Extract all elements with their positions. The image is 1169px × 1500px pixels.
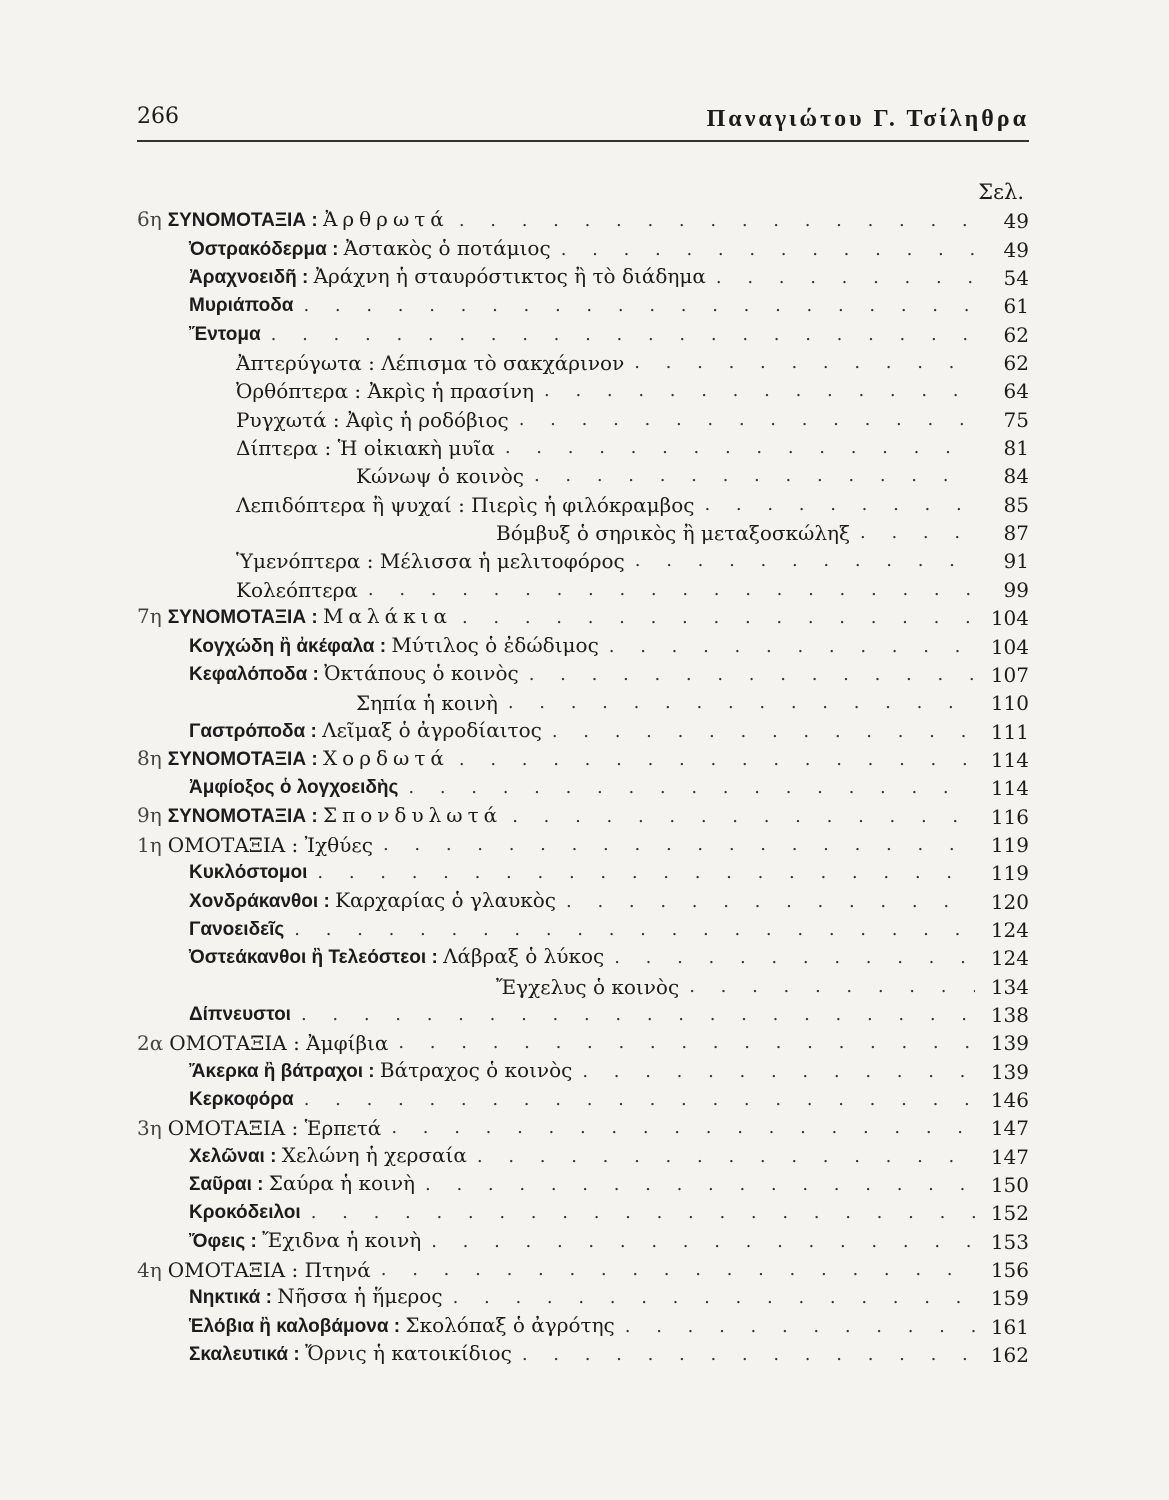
toc-entry xyxy=(137,999,1029,1027)
toc-entry xyxy=(137,772,1029,800)
toc-entry xyxy=(137,1169,1029,1197)
toc-entry xyxy=(137,233,1029,261)
toc-entry-page: 114 xyxy=(990,776,1029,801)
toc-entry-text: Σπονδυλωτά xyxy=(322,802,503,827)
toc-entry-label: ΣΥΝΟΜΟΤΑΞΙΑ : xyxy=(167,805,323,827)
toc-entry xyxy=(137,1027,1029,1055)
dot-leader xyxy=(860,521,975,545)
dot-leader xyxy=(398,1031,975,1055)
toc-entry-page: 147 xyxy=(990,1116,1029,1141)
toc-entry xyxy=(137,403,1029,431)
dot-leader xyxy=(544,379,975,403)
toc-entry-number: 9η xyxy=(137,802,162,827)
toc-entry-label: Μυριάποδα xyxy=(189,295,294,317)
dot-leader xyxy=(462,606,975,630)
toc-entry xyxy=(137,715,1029,743)
toc-entry-label: Κεφαλόποδα : xyxy=(189,663,325,685)
toc-entry-page: 139 xyxy=(990,1059,1029,1084)
toc-entry-page: 49 xyxy=(1003,237,1029,262)
dot-leader xyxy=(689,975,975,999)
toc-entry-text: Ἀστακὸς ὁ ποτάμιος xyxy=(343,235,551,260)
toc-entry xyxy=(137,1310,1029,1338)
toc-entry-page: 147 xyxy=(990,1144,1029,1169)
toc-entry-page: 107 xyxy=(990,662,1029,687)
page-number: 266 xyxy=(137,104,179,129)
toc-entry-text: Χελώνη ἡ χερσαία xyxy=(281,1142,467,1167)
toc-entry-page: 84 xyxy=(1003,464,1029,489)
toc-entry-page: 153 xyxy=(990,1229,1029,1254)
dot-leader xyxy=(635,549,975,573)
toc-entry-page: 139 xyxy=(990,1031,1029,1056)
toc-entry-page: 85 xyxy=(1003,492,1029,517)
toc-entry xyxy=(137,744,1029,772)
toc-entry xyxy=(137,857,1029,885)
dot-leader xyxy=(317,861,975,885)
dot-leader xyxy=(271,323,975,347)
toc-entry-page: 119 xyxy=(990,832,1029,857)
dot-leader xyxy=(391,1116,975,1140)
toc-entry-page: 162 xyxy=(990,1343,1029,1368)
toc-entry-text: Μύτιλος ὁ ἐδώδιμος xyxy=(391,632,599,657)
toc-entry-page: 124 xyxy=(990,917,1029,942)
dot-leader xyxy=(566,890,975,914)
toc-entry-page: 156 xyxy=(990,1258,1029,1283)
toc-entry-text: Ρυγχωτά : Ἀφὶς ἡ ροδόβιος xyxy=(236,407,509,432)
toc-entry xyxy=(137,1254,1029,1282)
dot-leader xyxy=(294,918,975,942)
toc-entry-label: Ἀραχνοειδῆ : xyxy=(189,267,314,289)
toc-entry xyxy=(137,885,1029,913)
toc-entry xyxy=(137,1282,1029,1310)
dot-leader xyxy=(508,691,975,715)
toc-entry-page: 99 xyxy=(1003,577,1029,602)
toc-entry xyxy=(137,517,1029,545)
toc-entry-label: Χελῶναι : xyxy=(189,1145,282,1167)
toc-entry-text: ΟΜΟΤΑΞΙΑ : Ἰχθύες xyxy=(167,832,373,857)
toc-entry xyxy=(137,432,1029,460)
toc-entry-text: ΟΜΟΤΑΞΙΑ : Πτηνά xyxy=(167,1258,371,1283)
toc-entry-page: 104 xyxy=(990,606,1029,631)
table-of-contents xyxy=(137,205,1029,1367)
toc-entry-label: ΣΥΝΟΜΟΤΑΞΙΑ : xyxy=(167,748,323,770)
toc-entry-number: 4η xyxy=(137,1258,162,1283)
toc-page-column-heading: Σελ. xyxy=(978,180,1024,204)
dot-leader xyxy=(552,720,975,744)
toc-entry-text: Ἀράχνη ἡ σταυρόστικτος ἢ τὸ διάδημα xyxy=(313,264,706,289)
dot-leader xyxy=(522,1343,975,1367)
toc-entry xyxy=(137,1112,1029,1140)
toc-entry-number: 3η xyxy=(137,1116,162,1141)
toc-entry-text: Ἔχιδνα ἡ κοινὴ xyxy=(262,1227,422,1252)
dot-leader xyxy=(582,1060,975,1084)
toc-entry-page: 119 xyxy=(990,861,1029,886)
toc-entry-label: ΣΥΝΟΜΟΤΑΞΙΑ : xyxy=(167,607,323,629)
toc-entry-page: 120 xyxy=(990,889,1029,914)
toc-entry-page: 54 xyxy=(1003,266,1029,291)
toc-entry xyxy=(137,262,1029,290)
toc-entry-page: 110 xyxy=(990,691,1029,716)
toc-entry-label: Δίπνευστοι xyxy=(189,1003,291,1025)
toc-entry-text: Σκολόπαξ ὁ ἀγρότης xyxy=(405,1312,615,1337)
toc-entry-text: Ὑμενόπτερα : Μέλισσα ἡ μελιτοφόρος xyxy=(236,549,625,574)
toc-entry-page: 150 xyxy=(990,1173,1029,1198)
toc-entry-label: Σκαλευτικά : xyxy=(189,1344,305,1366)
toc-entry-label: Ἔντομα xyxy=(189,323,261,345)
toc-entry-text: Νῆσσα ἡ ἥμερος xyxy=(277,1284,443,1309)
toc-entry-text: Καρχαρίας ὁ γλαυκὸς xyxy=(335,887,556,912)
dot-leader xyxy=(634,351,975,375)
toc-entry-page: 152 xyxy=(990,1201,1029,1226)
toc-entry-label: Ὄφεις : xyxy=(189,1230,263,1252)
toc-entry xyxy=(137,970,1029,998)
toc-entry-label: Νηκτικά : xyxy=(189,1287,278,1309)
toc-entry-number: 8η xyxy=(137,745,162,770)
dot-leader xyxy=(534,464,975,488)
toc-entry xyxy=(137,1339,1029,1367)
toc-entry-label: Ὀστεάκανθοι ἢ Τελεόστεοι : xyxy=(189,947,444,969)
toc-entry-label: Ὀστρακόδερμα : xyxy=(189,238,344,260)
toc-entry-label: Ἀμφίοξος ὁ λογχοειδὴς xyxy=(189,777,399,799)
toc-entry-number: 6η xyxy=(137,207,162,232)
toc-entry-page: 87 xyxy=(1003,521,1029,546)
dot-leader xyxy=(381,1258,975,1282)
toc-entry-label: Σαῦραι : xyxy=(189,1174,269,1196)
toc-entry-text: Μαλάκια xyxy=(322,604,452,629)
toc-entry-text: Ὀκτάπους ὁ κοινὸς xyxy=(324,660,519,685)
toc-entry xyxy=(137,545,1029,573)
toc-entry-number: 1η xyxy=(137,832,162,857)
toc-entry-page: 64 xyxy=(1003,379,1029,404)
dot-leader xyxy=(561,238,975,262)
dot-leader xyxy=(311,1201,975,1225)
toc-entry-page: 75 xyxy=(1003,407,1029,432)
toc-entry xyxy=(137,1140,1029,1168)
toc-entry-text: Λάβραξ ὁ λύκος xyxy=(443,944,605,969)
toc-entry-page: 91 xyxy=(1003,549,1029,574)
toc-entry-page: 116 xyxy=(990,804,1029,829)
toc-entry xyxy=(137,1225,1029,1253)
toc-entry-text: Ἀπτερύγωτα : Λέπισμα τὸ σακχάρινον xyxy=(236,351,625,376)
toc-entry xyxy=(137,914,1029,942)
toc-entry xyxy=(137,375,1029,403)
toc-entry-label: Γανοειδεῖς xyxy=(189,918,285,940)
dot-leader xyxy=(704,493,975,517)
dot-leader xyxy=(383,833,975,857)
dot-leader xyxy=(625,1315,975,1339)
toc-entry-text: Ἀρθρωτά xyxy=(322,207,449,232)
toc-entry xyxy=(137,630,1029,658)
toc-entry-page: 62 xyxy=(1003,351,1029,376)
toc-entry-text: Ὄρνις ἡ κατοικίδιος xyxy=(304,1341,512,1366)
toc-entry xyxy=(137,829,1029,857)
dot-leader xyxy=(512,805,975,829)
toc-entry xyxy=(137,460,1029,488)
toc-entry xyxy=(137,573,1029,601)
toc-entry-page: 161 xyxy=(990,1314,1029,1339)
dot-leader xyxy=(368,578,975,602)
toc-entry-label: Χονδράκανθοι : xyxy=(189,890,336,912)
toc-entry-text: Βόμβυξ ὁ σηρικὸς ἢ μεταξοσκώληξ xyxy=(496,521,851,546)
toc-entry-page: 159 xyxy=(990,1286,1029,1311)
dot-leader xyxy=(505,436,975,460)
toc-entry-text: Σαύρα ἡ κοινὴ xyxy=(268,1171,416,1196)
toc-entry xyxy=(137,1055,1029,1083)
header-rule xyxy=(137,140,1029,142)
toc-entry-page: 49 xyxy=(1003,209,1029,234)
toc-entry-text: Κώνωψ ὁ κοινὸς xyxy=(356,464,524,489)
toc-entry-page: 62 xyxy=(1003,322,1029,347)
toc-entry-text: Ἔγχελυς ὁ κοινὸς xyxy=(496,974,680,999)
toc-entry-text: Λεπιδόπτερα ἢ ψυχαί : Πιερὶς ἡ φιλόκραμβος xyxy=(236,492,695,517)
toc-entry-text: ΟΜΟΤΑΞΙΑ : Ἑρπετά xyxy=(167,1116,382,1141)
dot-leader xyxy=(459,748,975,772)
toc-entry-text: Κολεόπτερα xyxy=(236,577,358,602)
toc-entry-page: 134 xyxy=(990,974,1029,999)
dot-leader xyxy=(453,1286,975,1310)
dot-leader xyxy=(529,663,975,687)
toc-entry xyxy=(137,800,1029,828)
toc-entry-text: Βάτραχος ὁ κοινὸς xyxy=(379,1057,573,1082)
dot-leader xyxy=(425,1173,975,1197)
toc-entry-label: Κερκοφόρα xyxy=(189,1089,294,1110)
toc-entry-page: 124 xyxy=(990,946,1029,971)
dot-leader xyxy=(408,776,975,800)
dot-leader xyxy=(301,1003,975,1027)
toc-entry xyxy=(137,205,1029,233)
toc-entry xyxy=(137,659,1029,687)
toc-entry-label: ΣΥΝΟΜΟΤΑΞΙΑ : xyxy=(167,210,323,232)
dot-leader xyxy=(519,408,975,432)
toc-entry-label: Γαστρόποδα : xyxy=(189,720,323,742)
toc-entry-text: Χορδωτά xyxy=(322,745,449,770)
dot-leader xyxy=(459,209,975,233)
dot-leader xyxy=(431,1230,975,1254)
toc-entry-number: 2α xyxy=(137,1031,164,1056)
toc-entry-text: ΟΜΟΤΑΞΙΑ : Ἀμφίβια xyxy=(169,1031,389,1056)
toc-entry-label: Κογχώδη ἢ ἀκέφαλα : xyxy=(189,635,392,657)
toc-entry xyxy=(137,488,1029,516)
toc-entry-page: 61 xyxy=(1003,294,1029,319)
toc-entry xyxy=(137,290,1029,318)
toc-entry-number: 7η xyxy=(137,604,162,629)
toc-entry-page: 111 xyxy=(990,719,1029,744)
toc-entry-text: Δίπτερα : Ἡ οἰκιακὴ μυῖα xyxy=(236,436,495,461)
toc-entry-page: 81 xyxy=(1003,436,1029,461)
toc-entry-page: 114 xyxy=(990,747,1029,772)
dot-leader xyxy=(716,266,975,290)
toc-entry xyxy=(137,347,1029,375)
toc-entry xyxy=(137,942,1029,970)
dot-leader xyxy=(609,635,975,659)
toc-entry xyxy=(137,1197,1029,1225)
toc-entry-page: 146 xyxy=(990,1088,1029,1112)
toc-entry xyxy=(137,602,1029,630)
dot-leader xyxy=(304,1088,975,1112)
dot-leader xyxy=(477,1145,975,1169)
toc-entry-page: 104 xyxy=(990,634,1029,659)
toc-entry xyxy=(137,1084,1029,1112)
dot-leader xyxy=(303,294,975,318)
toc-entry-text: Λεῖμαξ ὁ ἀγροδίαιτος xyxy=(322,717,542,742)
toc-entry xyxy=(137,687,1029,715)
dot-leader xyxy=(614,946,975,970)
running-head: Παναγιώτου Γ. Τσίληθρα xyxy=(706,106,1029,132)
toc-entry-label: Κροκόδειλοι xyxy=(189,1202,301,1224)
toc-entry-text: Ὀρθόπτερα : Ἀκρὶς ἡ πρασίνη xyxy=(236,379,535,404)
toc-entry-text: Σηπία ἡ κοινὴ xyxy=(356,691,498,716)
toc-entry xyxy=(137,318,1029,346)
toc-entry-label: Ἑλόβια ἢ καλοβάμονα : xyxy=(189,1315,406,1337)
toc-entry-label: Ἄκερκα ἢ βάτραχοι : xyxy=(189,1060,380,1082)
toc-entry-label: Κυκλόστομοι xyxy=(189,862,308,884)
toc-entry-page: 138 xyxy=(990,1002,1029,1027)
